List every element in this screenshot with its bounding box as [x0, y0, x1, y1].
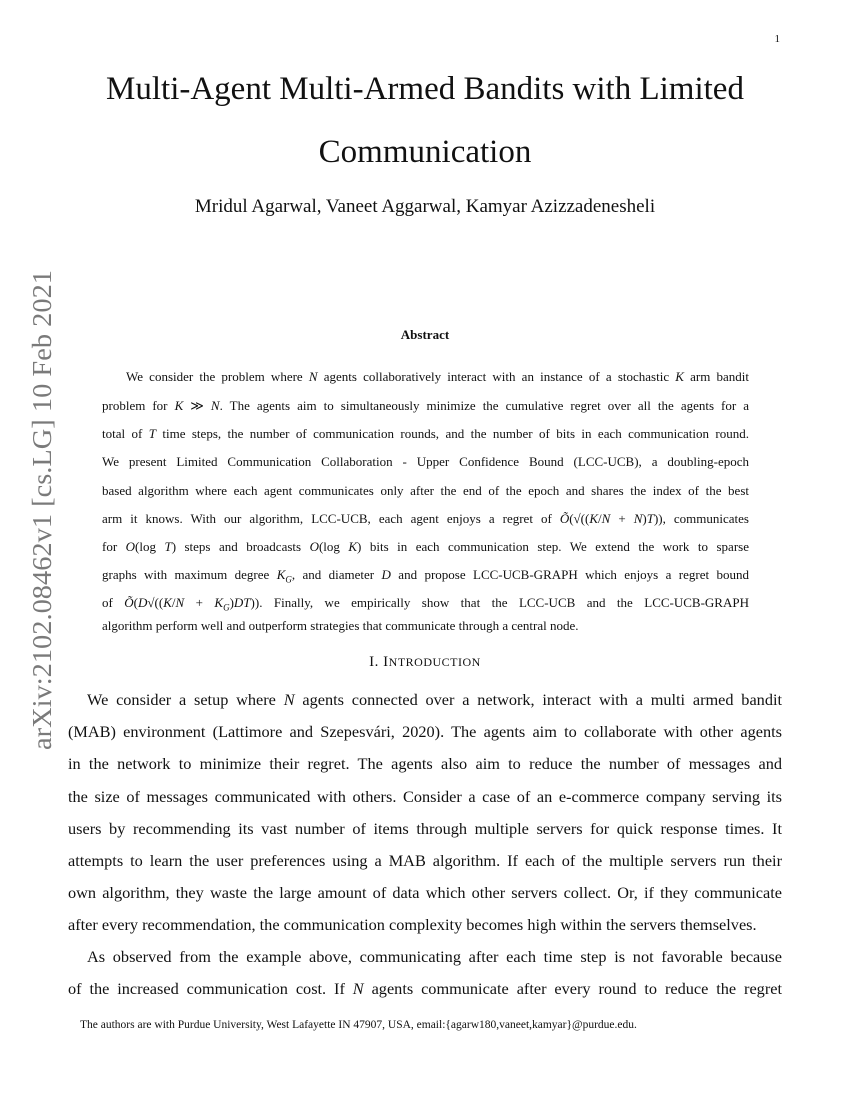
abstract-line-7: for O(log T) steps and broadcasts O(log K) bits in each communication step. We extend the work to sparse: [102, 539, 749, 554]
abstract-line-3: total of T time steps, the number of communication rounds, and the number of bits in each communication round.: [102, 426, 749, 441]
section-title: INTRODUCTION: [383, 654, 481, 670]
abstract-heading: Abstract: [400, 327, 450, 342]
section-heading: [60, 654, 790, 671]
body-line-2: (MAB) environment (Lattimore and Szepesvári, 2020). The agents aim to collaborate with other agents: [68, 722, 782, 741]
body-line-3: in the network to minimize their regret. The agents also aim to reduce the number of messages and: [68, 754, 782, 773]
page-number: 1: [774, 33, 780, 45]
abstract-line-6: arm it knows. With our algorithm, LCC-UCB, each agent enjoys a regret of Õ(√((K/N + N)T)), communicates: [102, 511, 749, 526]
body-line-7: own algorithm, they waste the large amount of data which other servers collect. Or, if they communicate: [68, 883, 782, 902]
section-number: I.: [369, 654, 379, 670]
abstract-line-8: graphs with maximum degree $K_G$, and diameter D and propose LCC-UCB-GRAPH which enjoys a regret bound: [102, 567, 749, 585]
abstract-line-10: algorithm perform well and outperform strategies that communicate through a central node.: [102, 618, 579, 633]
arxiv-stamp: [18, 270, 60, 750]
abstract-line-5: based algorithm where each agent communicates only after the end of the epoch and shares the index of the best: [102, 483, 749, 498]
body-line-5: users by recommending its vast number of items through multiple servers for quick response times. It: [68, 819, 782, 838]
footnote: The authors are with Purdue University, West Lafayette IN 47907, USA, email:{agarw180,vaneet,kamyar}@purdue.edu.: [80, 1019, 637, 1031]
abstract-line-1: We consider the problem where N agents collaboratively interact with an instance of a stochastic K arm bandit: [126, 369, 749, 384]
paper-title: [60, 58, 790, 184]
title-line-1: Multi-Agent Multi-Armed Bandits with Limited: [106, 71, 744, 107]
abstract-line-9: of Õ(D√((K/N + $K_G)DT$)). Finally, we empirically show that the LCC-UCB and the LCC-UCB-GRAPH: [102, 595, 749, 613]
arxiv-stamp-text: arXiv:2102.08462v1 [cs.LG] 10 Feb 2021: [27, 294, 57, 750]
body-line-1: We consider a setup where N agents connected over a network, interact with a multi armed bandit: [87, 690, 783, 709]
body-line-8: after every recommendation, the communication complexity becomes high within the servers themselves.: [68, 915, 757, 934]
abstract-line-4: We present Limited Communication Collaboration - Upper Confidence Bound (LCC-UCB), a doubling-epoch: [102, 454, 749, 469]
body-line-10: of the increased communication cost. If N agents communicate after every round to reduce the regret: [68, 979, 782, 998]
title-line-2: Communication: [318, 134, 532, 170]
body-line-6: attempts to learn the user preferences using a MAB algorithm. If each of the multiple servers run their: [68, 851, 782, 870]
paper-authors: Mridul Agarwal, Vaneet Aggarwal, Kamyar Azizzadenesheli: [194, 196, 656, 217]
body-line-9: As observed from the example above, communicating after each time step is not favorable because: [87, 947, 782, 966]
abstract-line-2: problem for K ≫ N. The agents aim to simultaneously minimize the cumulative regret over all the agents for a: [102, 398, 750, 413]
body-line-4: the size of messages communicated with others. Consider a case of an e-commerce company serving its: [68, 787, 782, 806]
